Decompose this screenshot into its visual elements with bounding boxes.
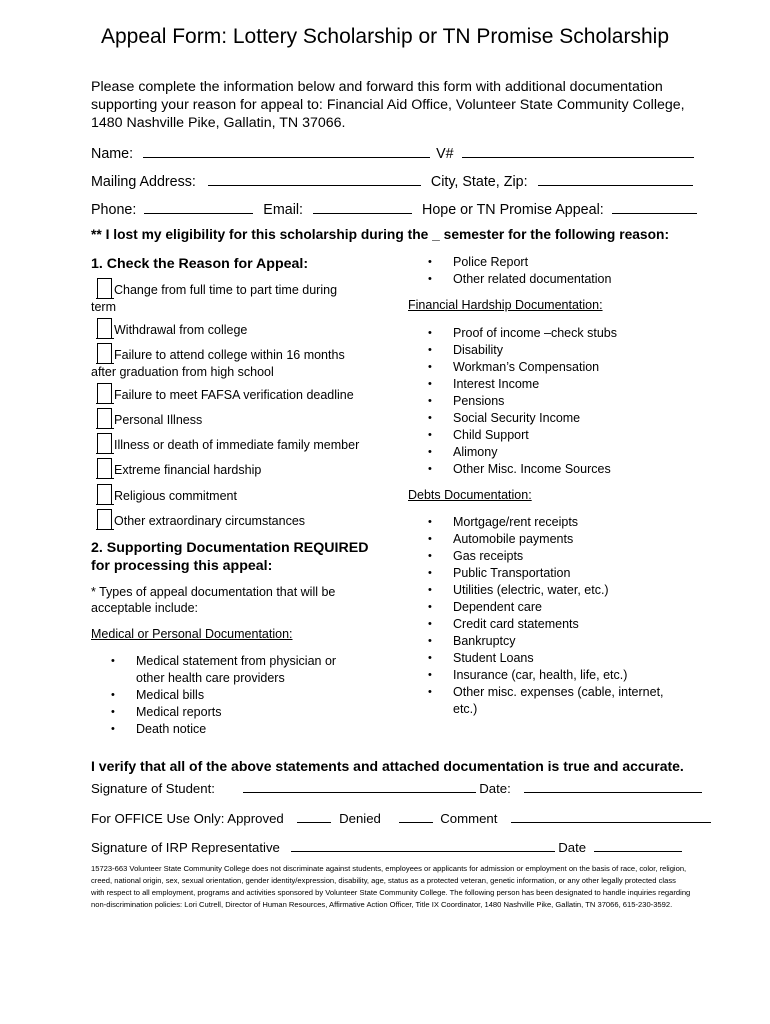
- reason-label: Failure to attend college within 16 months: [114, 348, 345, 362]
- city-label: City, State, Zip:: [430, 174, 528, 190]
- list-item: • Dependent care: [428, 599, 664, 616]
- financial-list: [428, 325, 617, 478]
- mailing-row: [91, 171, 693, 190]
- checkbox[interactable]: [97, 484, 112, 505]
- list-item: • Mortgage/rent receipts: [428, 514, 664, 531]
- eligibility-statement: ** I lost my eligibility for this scholarship during the _ semester for the following reason:: [91, 227, 670, 242]
- email-field[interactable]: [313, 199, 412, 214]
- comment-label: Comment: [440, 811, 498, 826]
- irp-signature-field[interactable]: [291, 837, 555, 852]
- student-signature-label: Signature of Student:: [91, 781, 215, 796]
- list-item: • Other misc. expenses (cable, internet, etc.): [428, 684, 664, 718]
- list-item: • Proof of income –check stubs: [428, 325, 617, 342]
- name-row: [91, 143, 694, 162]
- list-item: • Bankruptcy: [428, 633, 664, 650]
- list-item: • Workman’s Compensation: [428, 359, 617, 376]
- student-signature-field[interactable]: [243, 778, 476, 793]
- list-item: • Pensions: [428, 393, 617, 410]
- checkbox[interactable]: [97, 433, 112, 454]
- list-item: • Insurance (car, health, life, etc.): [428, 667, 664, 684]
- email-label: Email:: [263, 202, 304, 218]
- comment-field[interactable]: [511, 808, 711, 823]
- checkbox[interactable]: [97, 278, 112, 299]
- date-label: Date:: [479, 781, 511, 796]
- date-label: Date: [558, 840, 587, 855]
- list-item: • Gas receipts: [428, 548, 664, 565]
- student-date-field[interactable]: [524, 778, 702, 793]
- financial-heading: Financial Hardship Documentation:: [408, 298, 603, 312]
- intro-text: Please complete the information below and forward this form with additional documentation supporting your reason for appeal to: Financial Aid Office, Volunteer State Community College, 1480 Nashville Pike, Gallatin, TN 37066.: [91, 79, 685, 131]
- reason-label-cont: term: [91, 300, 116, 314]
- irp-signature-label: Signature of IRP Representative: [91, 840, 280, 855]
- denied-field[interactable]: [399, 808, 433, 823]
- types-line2: acceptable include:: [91, 601, 199, 615]
- list-item: • Medical statement from physician or other health care providers: [111, 653, 336, 687]
- verify-statement: I verify that all of the above statements and attached documentation is true and accurate.: [91, 758, 684, 774]
- medical-list: [111, 653, 336, 738]
- city-field[interactable]: [538, 171, 693, 186]
- list-item: • Public Transportation: [428, 565, 664, 582]
- irp-signature-row: [91, 837, 682, 855]
- debts-list: [428, 514, 664, 718]
- appeal-label: Hope or TN Promise Appeal:: [422, 202, 604, 218]
- list-item: • Interest Income: [428, 376, 617, 393]
- list-item: • Medical reports: [111, 704, 336, 721]
- name-label: Name:: [91, 146, 134, 162]
- medical-heading: Medical or Personal Documentation:: [91, 627, 293, 641]
- reason-label: Personal Illness: [114, 413, 203, 427]
- reason-label: Religious commitment: [114, 489, 237, 503]
- list-item: • Medical bills: [111, 687, 336, 704]
- reason-failure-attend[interactable]: [91, 343, 345, 380]
- vnum-field[interactable]: [462, 143, 694, 158]
- types-note: [91, 584, 335, 616]
- reason-label: Failure to meet FAFSA verification deadline: [114, 388, 354, 402]
- nondiscrimination-footer: 15723-663 Volunteer State Community College does not discriminate against students, employees or applicants for admission or employment on the basis of race, color, religion, creed, national origin, sex, sexual orientation, gender identity/expression, disability, age, status as a protected veteran, genetic information, or any other legally protected class with respect to all employment, programs and activities sponsored by Volunteer State Community College. The following person has been designated to handle inquiries regarding non-discrimination policies: Lori Cutrell, Director of Human Resources, Affirmative Action Officer, Title IX Coordinator, 1480 Nashville Pike, Gallatin, TN 37066, 615-230-3592.: [91, 864, 691, 910]
- reason-label: Change from full time to part time during: [114, 283, 338, 297]
- reason-other[interactable]: [97, 509, 305, 530]
- checkbox[interactable]: [97, 383, 112, 404]
- list-item: • Alimony: [428, 444, 617, 461]
- checkbox[interactable]: [97, 408, 112, 429]
- phone-field[interactable]: [144, 199, 253, 214]
- reason-label: Extreme financial hardship: [114, 463, 262, 477]
- list-item: • Death notice: [111, 721, 336, 738]
- reason-fafsa[interactable]: [97, 383, 354, 404]
- reason-religious[interactable]: [97, 484, 237, 505]
- list-item: • Other related documentation: [428, 271, 611, 288]
- form-title: Appeal Form: Lottery Scholarship or TN Promise Scholarship: [100, 25, 669, 48]
- section2-line1: 2. Supporting Documentation REQUIRED: [91, 540, 369, 556]
- reason-withdrawal[interactable]: [97, 318, 247, 339]
- debts-heading: Debts Documentation:: [408, 488, 532, 502]
- irp-date-field[interactable]: [594, 837, 682, 852]
- office-approved-label: For OFFICE Use Only: Approved: [91, 811, 284, 826]
- phone-label: Phone:: [91, 202, 137, 218]
- reason-label: Other extraordinary circumstances: [114, 514, 306, 528]
- phone-row: [91, 199, 697, 218]
- vnum-label: V#: [436, 146, 454, 162]
- reason-family-illness[interactable]: [97, 433, 359, 454]
- checkbox[interactable]: [97, 343, 112, 364]
- section2-heading: [91, 539, 368, 575]
- section2-line2: for processing this appeal:: [91, 558, 273, 574]
- appeal-field[interactable]: [612, 199, 697, 214]
- reason-personal-illness[interactable]: [97, 408, 202, 429]
- list-item: • Utilities (electric, water, etc.): [428, 582, 664, 599]
- student-signature-row: [91, 778, 702, 796]
- list-item: • Student Loans: [428, 650, 664, 667]
- name-field[interactable]: [143, 143, 430, 158]
- approved-field[interactable]: [297, 808, 331, 823]
- checkbox[interactable]: [97, 458, 112, 479]
- other-docs-list: [428, 254, 611, 288]
- reason-label-cont: after graduation from high school: [91, 365, 274, 379]
- reason-label: Illness or death of immediate family member: [114, 438, 360, 452]
- list-item: • Disability: [428, 342, 617, 359]
- list-item: • Automobile payments: [428, 531, 664, 548]
- reason-label: Withdrawal from college: [114, 323, 248, 337]
- mailing-field[interactable]: [208, 171, 421, 186]
- denied-label: Denied: [339, 811, 381, 826]
- reason-change-fulltime[interactable]: [91, 278, 337, 315]
- list-item: • Other Misc. Income Sources: [428, 461, 617, 478]
- list-item: • Social Security Income: [428, 410, 617, 427]
- types-line1: * Types of appeal documentation that will be: [91, 585, 336, 599]
- list-item: • Child Support: [428, 427, 617, 444]
- section1-heading: 1. Check the Reason for Appeal:: [91, 256, 309, 272]
- list-item: • Credit card statements: [428, 616, 664, 633]
- checkbox[interactable]: [97, 509, 112, 530]
- reason-financial-hardship[interactable]: [97, 458, 261, 479]
- mailing-label: Mailing Address:: [91, 174, 196, 190]
- list-item: • Police Report: [428, 254, 611, 271]
- office-row: [91, 808, 711, 826]
- checkbox[interactable]: [97, 318, 112, 339]
